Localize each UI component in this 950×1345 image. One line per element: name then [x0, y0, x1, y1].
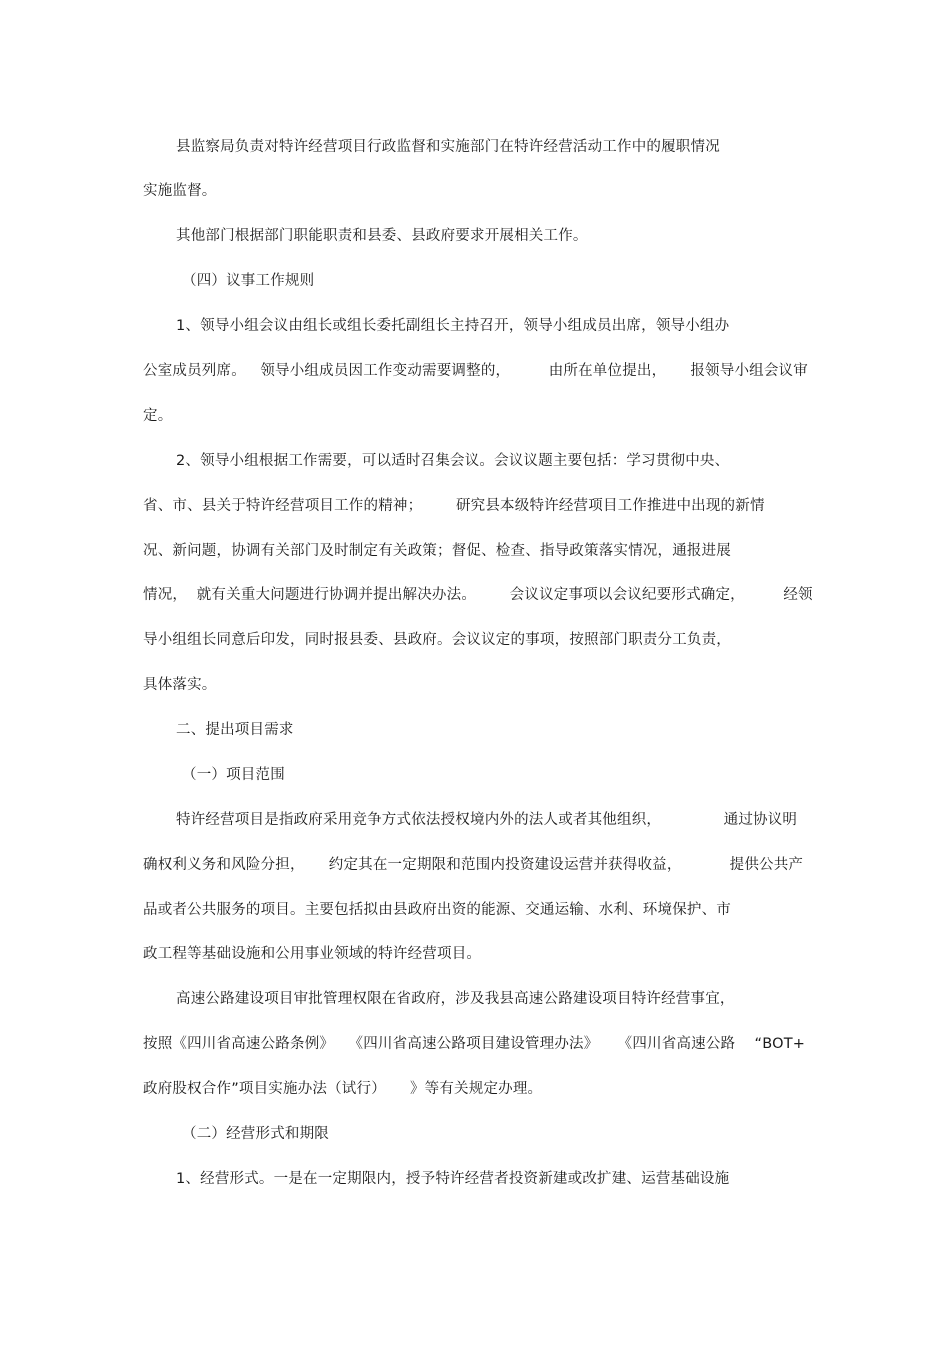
- text-line: 按照《四川省高速公路条例》 《四川省高速公路项目建设管理办法》 《四川省高速公路 “BOT+: [143, 1036, 806, 1052]
- section-heading: （一）项目范围: [182, 767, 285, 783]
- text-line: 政工程等基础设施和公用事业领域的特许经营项目。: [143, 946, 482, 962]
- text-line: 定。: [143, 408, 173, 424]
- section-heading: （二）经营形式和期限: [182, 1126, 329, 1142]
- text-line: 2、领导小组根据工作需要，可以适时召集会议。会议议题主要包括：学习贯彻中央、: [176, 453, 730, 469]
- text-line: 具体落实。: [143, 677, 217, 693]
- text-line: 县监察局负责对特许经营项目行政监督和实施部门在特许经营活动工作中的履职情况: [176, 139, 720, 155]
- text-line: 况、新问题，协调有关部门及时制定有关政策；督促、检查、指导政策落实情况，通报进展: [143, 543, 731, 559]
- text-line: 1、领导小组会议由组长或组长委托副组长主持召开，领导小组成员出席，领导小组办: [176, 318, 730, 334]
- text-line: 品或者公共服务的项目。主要包括拟由县政府出资的能源、交通运输、水利、环境保护、市: [143, 902, 731, 918]
- text-line: 导小组组长同意后印发，同时报县委、县政府。会议议定的事项，按照部门职责分工负责，: [143, 632, 731, 648]
- section-heading: 二、提出项目需求: [176, 722, 294, 738]
- text-line: 特许经营项目是指政府采用竞争方式依法授权境内外的法人或者其他组织， 通过协议明: [176, 812, 798, 828]
- text-line: 其他部门根据部门职能职责和县委、县政府要求开展相关工作。: [176, 228, 588, 244]
- text-line: 省、市、县关于特许经营项目工作的精神； 研究县本级特许经营项目工作推进中出现的新情: [143, 498, 765, 514]
- text-line: 高速公路建设项目审批管理权限在省政府，涉及我县高速公路建设项目特许经营事宜，: [176, 991, 735, 1007]
- text-line: 政府股权合作”项目实施办法（试行） 》等有关规定办理。: [143, 1081, 543, 1097]
- text-line: 情况， 就有关重大问题进行协调并提出解决办法。 会议议定事项以会议纪要形式确定， 经领: [143, 587, 813, 603]
- text-line: 1、经营形式。一是在一定期限内，授予特许经营者投资新建或改扩建、运营基础设施: [176, 1171, 730, 1187]
- text-line: 公室成员列席。 领导小组成员因工作变动需要调整的， 由所在单位提出， 报领导小组会议审: [143, 363, 808, 379]
- text-line: 实施监督。: [143, 183, 217, 199]
- text-line: 确权利义务和风险分担， 约定其在一定期限和范围内投资建设运营并获得收益， 提供公共产: [143, 857, 804, 873]
- section-heading: （四）议事工作规则: [182, 273, 315, 289]
